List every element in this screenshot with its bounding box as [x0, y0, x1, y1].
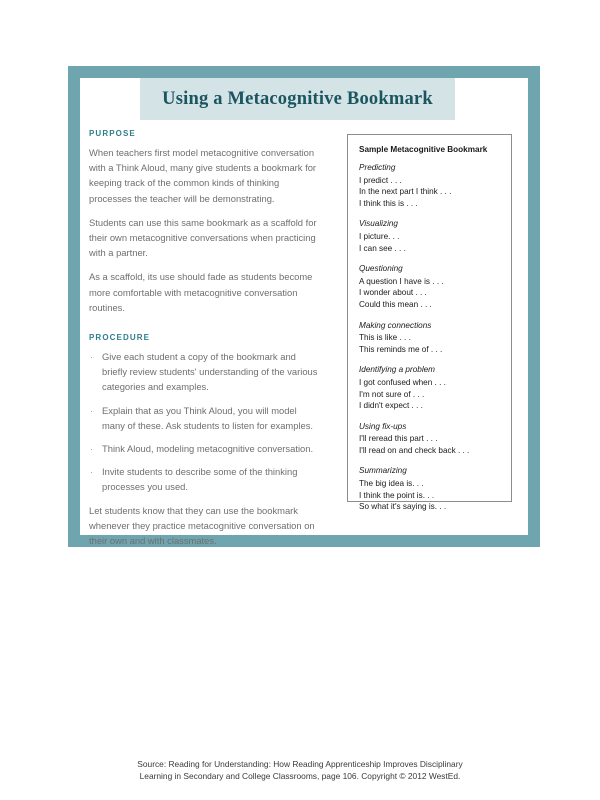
- bookmark-group: [359, 364, 501, 411]
- list-item: [89, 403, 321, 433]
- bookmark-group: [359, 421, 501, 457]
- bookmark-category: Questioning: [359, 264, 403, 274]
- page-title: Using a Metacognitive Bookmark: [162, 88, 433, 109]
- procedure-list: [89, 349, 321, 495]
- bookmark-group: [359, 162, 501, 209]
- footer-line: Learning in Secondary and College Classrooms, page 106. Copyright © 2012 WestEd.: [139, 771, 461, 782]
- bookmark-stem: I predict . . .: [359, 175, 402, 185]
- bullet-icon: ·: [90, 404, 94, 416]
- list-item: [89, 441, 321, 456]
- bookmark-stem: I think this is . . .: [359, 198, 418, 208]
- purpose-heading: PURPOSE: [89, 129, 136, 138]
- bookmark-group: [359, 263, 501, 310]
- bookmark-stem: This is like . . .: [359, 333, 411, 343]
- footer-source-citation: [0, 758, 600, 783]
- bullet-icon: ·: [90, 466, 94, 478]
- footer-line: Source: Reading for Understanding: How Reading Apprenticeship Improves Disciplinary: [137, 759, 463, 769]
- purpose-paragraph: When teachers first model metacognitive conversation with a Think Aloud, many give students a bookmark for keeping track of the common kinds of thinking processes the teacher will be demonstrating.: [89, 147, 317, 204]
- bookmark-stem: I'll reread this part . . .: [359, 434, 438, 444]
- bookmark-stem: I picture. . .: [359, 231, 400, 241]
- bookmark-stem: This reminds me of . . .: [359, 344, 443, 354]
- bookmark-stem: I think the point is. . .: [359, 490, 435, 500]
- bookmark-stem: I can see . . .: [359, 243, 406, 253]
- bookmark-group: [359, 218, 501, 254]
- bookmark-category: Making connections: [359, 320, 432, 330]
- bookmark-stem: In the next part I think . . .: [359, 187, 452, 197]
- purpose-paragraph: As a scaffold, its use should fade as students become more comfortable with metacognitive conversation routines.: [89, 271, 313, 313]
- bookmark-category: Identifying a problem: [359, 365, 436, 375]
- bookmark-stem: So what it's saying is. . .: [359, 502, 447, 512]
- list-item-text: Give each student a copy of the bookmark and briefly review students' understanding of the various categories and examples.: [102, 351, 318, 393]
- list-item-text: Invite students to describe some of the thinking processes you used.: [102, 466, 298, 493]
- bookmark-stem: I wonder about . . .: [359, 288, 427, 298]
- bookmark-stem: A question I have is . . .: [359, 276, 444, 286]
- bullet-icon: ·: [90, 351, 94, 363]
- title-band: [140, 78, 455, 120]
- bookmark-category: Predicting: [359, 163, 396, 172]
- bookmark-stem: The big idea is. . .: [359, 479, 424, 489]
- bookmark-stem: I didn't expect . . .: [359, 401, 423, 411]
- bookmark-category: Summarizing: [359, 466, 407, 476]
- bookmark-group: [359, 465, 501, 512]
- bookmark-category: Using fix-ups: [359, 421, 407, 431]
- bookmark-stem: Could this mean . . .: [359, 299, 432, 309]
- bullet-icon: ·: [90, 443, 94, 455]
- bookmark-stem: I got confused when . . .: [359, 377, 446, 387]
- list-item-text: Explain that as you Think Aloud, you will model many of these. Ask students to listen for examples.: [102, 404, 314, 431]
- list-item: [89, 349, 321, 395]
- bookmark-stem: I'm not sure of . . .: [359, 389, 425, 399]
- bookmark-title: Sample Metacognitive Bookmark: [359, 145, 488, 154]
- list-item: [89, 464, 321, 494]
- purpose-paragraph: Students can use this same bookmark as a scaffold for their own metacognitive conversations when practicing with a partner.: [89, 216, 317, 259]
- procedure-heading: PROCEDURE: [89, 333, 151, 343]
- bookmark-stem: I'll read on and check back . . .: [359, 445, 470, 455]
- bookmark-category: Visualizing: [359, 219, 398, 229]
- left-content-column: [89, 129, 321, 548]
- sample-bookmark-box: [347, 134, 512, 512]
- closing-paragraph: Let students know that they can use the bookmark whenever they practice metacognitive conversation on their own and with classmates.: [89, 504, 315, 547]
- bookmark-group: [359, 320, 501, 356]
- list-item-text: Think Aloud, modeling metacognitive conversation.: [102, 443, 314, 455]
